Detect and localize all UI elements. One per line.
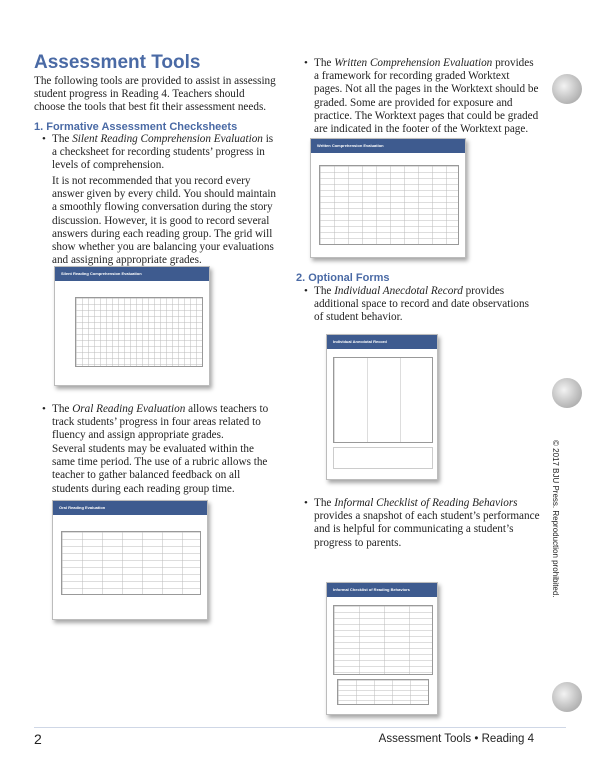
written-title: Written Comprehension Evaluation (334, 57, 493, 69)
binder-hole (552, 74, 582, 104)
oral-form-thumbnail: Oral Reading Evaluation (52, 500, 208, 620)
anecdotal-form-thumbnail: Individual Anecdotal Record (326, 334, 438, 480)
copyright-notice: © 2017 BJU Press. Reproduction prohibited. (551, 440, 560, 598)
silent-title: Silent Reading Comprehension Evaluation (72, 133, 263, 145)
binder-hole (552, 378, 582, 408)
footer-rule (34, 727, 566, 728)
intro-paragraph: The following tools are provided to assist in assessing student progress in Reading 4. Teachers should choose the tools that best fit their assessment needs. (34, 75, 276, 114)
oral-title: Oral Reading Evaluation (72, 403, 186, 415)
anecdotal-title: Individual Anecdotal Record (334, 285, 463, 297)
footer-running-head: Assessment Tools • Reading 4 (378, 733, 534, 745)
informal-title: Informal Checklist of Reading Behaviors (334, 497, 518, 509)
page-title: Assessment Tools (34, 52, 201, 73)
informal-paragraph: • The Informal Checklist of Reading Behaviors provides a snapshot of each student’s performance and is helpful for communicating a student’s progress to parents. (302, 497, 540, 550)
oral-paragraph: • The Oral Reading Evaluation allows teachers to track students’ progress in four areas related to fluency and assign appropriate grades. (40, 403, 278, 443)
footer-separator: • (474, 733, 479, 745)
written-paragraph: • The Written Comprehension Evaluation provides a framework for recording graded Worktext pages. Not all the pages in the Worktext should be graded. Some are provided for exposure and practice. The Worktext pages that could be graded are indicated in the footer of the Worktext page. (302, 57, 540, 136)
oral-paragraph-2: Several students may be evaluated within the same time period. The use of a rubric allows the teacher to gather balanced feedback on all students during each reading group time. (52, 443, 268, 495)
written-form-thumbnail: Written Comprehension Evaluation (310, 138, 466, 258)
silent-paragraph-2: It is not recommended that you record every answer given by every child. You should maintain a smoothly flowing conversation during the story discussion. However, it is good to record several answers during each reading group. The grid will show whether you are balancing your evaluations and assigning appropriate grades. (52, 175, 277, 267)
silent-paragraph: • The Silent Reading Comprehension Evaluation is a checksheet for recording students’ progress in levels of comprehension. (40, 133, 278, 173)
silent-form-thumbnail: Silent Reading Comprehension Evaluation (54, 266, 210, 386)
informal-form-thumbnail: Informal Checklist of Reading Behaviors (326, 582, 438, 715)
anecdotal-paragraph: • The Individual Anecdotal Record provides additional space to record and date observations of student behavior. (302, 285, 540, 325)
page-number: 2 (34, 731, 42, 747)
section2-heading: 2. Optional Forms (296, 272, 390, 284)
binder-hole (552, 682, 582, 712)
section1-heading: 1. Formative Assessment Checksheets (34, 121, 238, 133)
